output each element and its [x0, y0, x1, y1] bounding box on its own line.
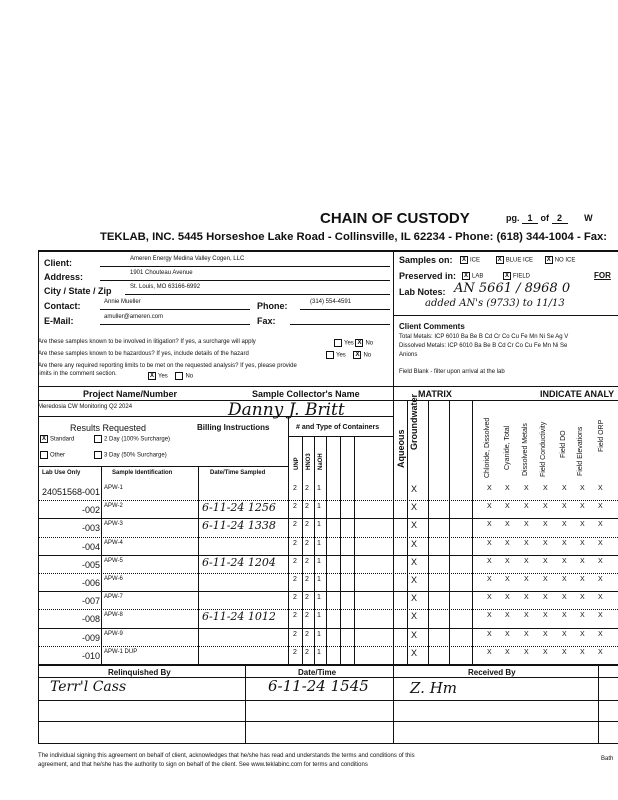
analysis-mark: X: [505, 485, 510, 492]
analysis-col-cyanide: Cyanide, Total: [504, 425, 511, 470]
analysis-mark: X: [487, 648, 492, 656]
page-total: 2: [552, 213, 568, 224]
groundwater-mark: X: [411, 611, 418, 622]
lab-use-header: Lab Use Only: [42, 470, 81, 476]
results-two-day: [94, 435, 170, 443]
container-naoh-count: 1: [317, 612, 321, 620]
analysis-mark: X: [562, 539, 567, 547]
matrix-col-groundwater: Groundwater: [409, 393, 419, 450]
analysis-mark: X: [524, 557, 529, 565]
analysis-mark: X: [580, 521, 585, 529]
sample-id-header: Sample Identification: [112, 470, 173, 476]
analysis-mark: X: [505, 539, 510, 547]
page-indicator: [506, 213, 593, 224]
relinquished-signature: Terr'l Cass: [50, 679, 127, 695]
results-header: Results Requested: [70, 423, 147, 433]
groundwater-mark: X: [411, 647, 418, 658]
ice-checkbox[interactable]: X: [461, 257, 466, 263]
lab-id-cell: -009: [81, 632, 100, 643]
email-label: E-Mail:: [44, 316, 74, 326]
analysis-mark: X: [562, 503, 567, 511]
fax-label: Fax:: [257, 316, 276, 326]
preserved-options: [462, 272, 530, 280]
analysis-mark: X: [598, 521, 603, 529]
container-unp-count: 2: [293, 630, 297, 638]
analysis-mark: X: [543, 630, 548, 638]
no-ice-checkbox[interactable]: X: [546, 257, 551, 263]
analysis-mark: X: [524, 485, 529, 492]
lab-id-cell: -003: [81, 523, 100, 534]
container-unp-count: 2: [293, 576, 297, 583]
sample-id-cell: APW-7: [104, 594, 123, 601]
groundwater-mark: X: [411, 484, 418, 494]
container-hno3-count: 2: [305, 503, 309, 511]
date-time-cell: 6-11-24 1012: [202, 610, 276, 624]
analysis-col-field-elevations: Field Elevations: [577, 426, 584, 476]
analysis-mark: X: [562, 630, 567, 638]
dissolved-metals-comment: Dissolved Metals: ICP 6010 Ba Be B Cd Cr Co Cu Fe Mn Ni Se: [399, 343, 568, 349]
field-label: FIELD: [513, 273, 531, 280]
sample-id-cell: APW-5: [104, 557, 123, 564]
collector-header: Sample Collector's Name: [252, 389, 360, 399]
city-value: St. Louis, MO 63166-6992: [130, 284, 201, 290]
analysis-mark: X: [543, 557, 548, 565]
w-mark: W: [584, 213, 593, 223]
analysis-mark: X: [524, 576, 529, 583]
lab-id-cell: -006: [81, 578, 100, 588]
analysis-mark: X: [598, 503, 603, 511]
standard-checkbox[interactable]: X: [41, 436, 46, 442]
client-comments-label: Client Comments: [399, 322, 465, 331]
no-label: No: [363, 352, 372, 359]
container-naoh-count: 1: [317, 594, 321, 602]
analysis-mark: X: [598, 576, 603, 583]
container-hno3-count: 2: [305, 539, 309, 547]
blue-ice-checkbox[interactable]: X: [497, 257, 502, 263]
analysis-mark: X: [505, 503, 510, 511]
contact-value: Annie Mueller: [104, 299, 141, 305]
analysis-mark: X: [543, 521, 548, 529]
analysis-mark: X: [487, 503, 492, 511]
billing-header: Billing Instructions: [197, 423, 270, 432]
groundwater-mark: X: [411, 593, 418, 604]
analysis-mark: X: [580, 612, 585, 620]
analysis-mark: X: [487, 485, 492, 492]
yes-label: Yes: [336, 352, 346, 359]
analysis-mark: X: [580, 557, 585, 565]
analysis-mark: X: [524, 539, 529, 547]
analysis-mark: X: [505, 648, 510, 656]
analysis-mark: X: [505, 521, 510, 529]
samples-on-label: Samples on:: [399, 255, 453, 265]
groundwater-mark: X: [411, 629, 418, 640]
container-hno3-count: 2: [305, 648, 309, 656]
analysis-mark: X: [487, 594, 492, 602]
container-unp-count: 2: [293, 485, 297, 492]
sample-id-cell: APW-1 DUP: [104, 648, 138, 655]
analysis-mark: X: [598, 630, 603, 638]
litigation-no-checkbox[interactable]: X: [357, 340, 362, 346]
litigation-answer: [334, 339, 373, 347]
lab-notes-line1: AN 5661 / 8968 0: [454, 281, 571, 296]
lab-label: LAB: [472, 273, 484, 280]
reporting-no-checkbox[interactable]: [175, 372, 183, 380]
analysis-mark: X: [487, 557, 492, 565]
two-day-checkbox[interactable]: [94, 435, 102, 443]
analysis-col-field-conductivity: Field Conductivity: [540, 421, 547, 477]
container-naoh-count: 1: [317, 539, 321, 547]
container-unp-count: 2: [293, 503, 297, 511]
contact-label: Contact:: [44, 301, 81, 311]
sample-id-cell: APW-1: [104, 485, 123, 491]
analysis-col-dissolved-metals: Dissolved Metals: [522, 423, 529, 476]
phone-value: (314) 554-4591: [310, 299, 352, 305]
analysis-mark: X: [505, 557, 510, 565]
analysis-col-chloride: Chloride, Dissolved: [484, 417, 491, 478]
analysis-mark: X: [580, 503, 585, 511]
relinquish-datetime-header: Date/Time: [298, 668, 337, 677]
sample-id-cell: APW-4: [104, 539, 123, 546]
results-three-day: [94, 451, 167, 459]
lab-address-line: TEKLAB, INC. 5445 Horseshoe Lake Road - Collinsville, IL 62234 - Phone: (618) 344-1004 - Fax:: [100, 231, 608, 243]
analysis-mark: X: [505, 594, 510, 602]
container-naoh-count: 1: [317, 576, 321, 583]
for-label: FOR: [594, 271, 611, 280]
lab-notes-line2: added AN's (9733) to 11/13: [425, 298, 565, 309]
hazardous-yes-checkbox[interactable]: [326, 351, 334, 359]
matrix-col-aqueous: Aqueous: [396, 429, 406, 468]
three-day-checkbox[interactable]: [94, 451, 102, 459]
container-unp-count: 2: [293, 594, 297, 602]
analysis-mark: X: [524, 503, 529, 511]
lab-id-cell: -002: [81, 505, 100, 516]
phone-label: Phone:: [257, 301, 288, 311]
anions-comment: Anions: [399, 352, 418, 358]
analysis-mark: X: [543, 594, 548, 602]
container-hno3-count: 2: [305, 576, 309, 583]
analysis-mark: X: [562, 485, 567, 492]
groundwater-mark: X: [411, 520, 418, 531]
groundwater-mark: X: [411, 575, 418, 585]
groundwater-mark: X: [411, 502, 418, 513]
question-litigation: Are these samples known to be involved in litigation? If yes, a surcharge will apply: [38, 339, 256, 345]
container-col-unp: UNP: [294, 457, 300, 470]
sample-id-cell: APW-9: [104, 630, 123, 637]
no-label: No: [365, 340, 374, 347]
groundwater-mark: X: [411, 538, 418, 549]
collector-signature: Danny J. Britt: [228, 400, 345, 420]
analysis-mark: X: [598, 485, 603, 492]
analysis-mark: X: [524, 612, 529, 620]
container-hno3-count: 2: [305, 612, 309, 620]
lab-id-cell: 24051568-001: [41, 487, 100, 497]
page-number: 1: [522, 213, 538, 224]
date-time-header: Date/Time Sampled: [210, 470, 266, 476]
document-title: CHAIN OF CUSTODY: [320, 210, 470, 227]
analysis-mark: X: [524, 648, 529, 656]
client-label: Client:: [44, 258, 72, 268]
analysis-mark: X: [543, 612, 548, 620]
two-day-label: 2 Day (100% Surcharge): [104, 436, 171, 443]
client-value: Ameren Energy Medina Valley Cogen, LLC: [130, 256, 245, 262]
hazardous-no-checkbox[interactable]: X: [355, 352, 360, 358]
container-naoh-count: 1: [317, 485, 321, 492]
analysis-mark: X: [580, 594, 585, 602]
blue-ice-label: BLUE ICE: [505, 257, 534, 264]
address-label: Address:: [44, 272, 84, 282]
footer-line1: The individual signing this agreement on behalf of client, acknowledges that he/she has read and understands the terms and conditions of this: [38, 753, 415, 759]
lab-notes-label: Lab Notes:: [399, 287, 446, 297]
analysis-mark: X: [580, 630, 585, 638]
analysis-mark: X: [487, 521, 492, 529]
containers-header: # and Type of Containers: [296, 424, 380, 431]
groundwater-mark: X: [411, 556, 418, 567]
container-hno3-count: 2: [305, 521, 309, 529]
reporting-yes-checkbox[interactable]: X: [149, 373, 154, 379]
pg-label: pg.: [506, 213, 520, 223]
lab-id-cell: -005: [81, 559, 100, 570]
relinquish-datetime-value: 6-11-24 1545: [268, 677, 369, 695]
analysis-mark: X: [524, 521, 529, 529]
container-naoh-count: 1: [317, 521, 321, 529]
container-naoh-count: 1: [317, 648, 321, 656]
analysis-mark: X: [543, 576, 548, 583]
lab-id-cell: -007: [81, 596, 100, 607]
lab-id-cell: -004: [81, 541, 100, 552]
sample-id-cell: APW-2: [104, 503, 123, 510]
analysis-mark: X: [598, 612, 603, 620]
analysis-mark: X: [598, 539, 603, 547]
of-label: of: [540, 213, 550, 223]
analysis-mark: X: [580, 648, 585, 656]
container-naoh-count: 1: [317, 557, 321, 565]
preserved-label: Preserved in:: [399, 271, 457, 281]
container-unp-count: 2: [293, 557, 297, 565]
container-col-hno3: HNO3: [306, 453, 312, 470]
analysis-mark: X: [524, 594, 529, 602]
container-unp-count: 2: [293, 612, 297, 620]
analysis-mark: X: [562, 557, 567, 565]
analysis-mark: X: [580, 485, 585, 492]
analysis-mark: X: [487, 576, 492, 583]
analysis-mark: X: [598, 557, 603, 565]
question-reporting-limits: Are there any required reporting limits to be met on the requested analysis? If yes, please provide: [38, 363, 297, 369]
analysis-mark: X: [505, 612, 510, 620]
question-hazardous: Are these samples known to be hazardous? If yes, include details of the hazard: [38, 351, 249, 357]
analysis-mark: X: [562, 594, 567, 602]
container-naoh-count: 1: [317, 630, 321, 638]
lab-id-cell: -008: [81, 614, 100, 625]
samples-on-options: [460, 256, 575, 264]
sample-id-cell: APW-8: [104, 612, 123, 619]
date-time-cell: 6-11-24 1204: [202, 555, 276, 569]
project-header: Project Name/Number: [83, 389, 178, 399]
container-unp-count: 2: [293, 521, 297, 529]
litigation-yes-checkbox[interactable]: [334, 339, 342, 347]
lab-checkbox[interactable]: X: [463, 273, 468, 279]
container-unp-count: 2: [293, 648, 297, 656]
analysis-mark: X: [487, 612, 492, 620]
email-value: amuller@ameren.com: [104, 314, 164, 320]
yes-label: Yes: [344, 340, 354, 347]
received-header: Received By: [468, 668, 516, 677]
analysis-mark: X: [580, 576, 585, 583]
standard-label: Standard: [50, 436, 75, 443]
date-time-cell: 6-11-24 1256: [202, 501, 276, 515]
total-metals-comment: Total Metals: ICP 6010 Ba Be B Cd Cr Co Cu Fe Mn Ni Se Ag V: [399, 334, 569, 340]
container-col-naoh: NaOH: [318, 453, 324, 470]
analysis-mark: X: [505, 576, 510, 583]
container-hno3-count: 2: [305, 630, 309, 638]
analysis-mark: X: [543, 485, 548, 492]
footer-line2: agreement, and that he/she has the authority to sign on behalf of the client. See www.teklabinc.com for terms and conditions: [38, 762, 368, 768]
analysis-mark: X: [580, 539, 585, 547]
results-other: [40, 451, 65, 459]
analysis-mark: X: [543, 539, 548, 547]
yes-label: Yes: [158, 373, 168, 380]
analysis-mark: X: [598, 648, 603, 656]
container-unp-count: 2: [293, 539, 297, 547]
hazardous-answer: [326, 351, 371, 359]
container-naoh-count: 1: [317, 503, 321, 511]
received-signature: Z. Hm: [410, 679, 457, 697]
address-value: 1901 Chouteau Avenue: [130, 270, 193, 276]
field-checkbox[interactable]: X: [505, 273, 510, 279]
footer-right: Bath: [601, 756, 614, 762]
results-standard: [40, 435, 74, 443]
analysis-mark: X: [562, 576, 567, 583]
reporting-answer: [148, 372, 193, 380]
lab-id-cell: -010: [81, 650, 100, 661]
three-day-label: 3 Day (50% Surcharge): [104, 452, 167, 459]
analysis-col-field-orp: Field ORP: [598, 419, 605, 452]
analysis-mark: X: [487, 630, 492, 638]
ice-label: ICE: [470, 257, 481, 264]
container-hno3-count: 2: [305, 594, 309, 602]
analysis-mark: X: [543, 648, 548, 656]
sample-id-cell: APW-3: [104, 521, 123, 528]
sample-id-cell: APW-6: [104, 576, 123, 582]
analysis-header: INDICATE ANALY: [540, 389, 615, 399]
analysis-mark: X: [543, 503, 548, 511]
project-value: Meredosia CW Monitoring Q2 2024: [38, 404, 133, 410]
analysis-mark: X: [487, 539, 492, 547]
other-checkbox[interactable]: [40, 451, 48, 459]
relinquished-header: Relinquished By: [108, 668, 171, 677]
analysis-mark: X: [562, 612, 567, 620]
matrix-header: MATRIX: [418, 389, 452, 399]
container-hno3-count: 2: [305, 485, 309, 492]
analysis-mark: X: [505, 630, 510, 638]
container-hno3-count: 2: [305, 557, 309, 565]
other-label: Other: [50, 452, 66, 459]
analysis-mark: X: [524, 630, 529, 638]
city-label: City / State / Zip: [44, 286, 112, 296]
date-time-cell: 6-11-24 1338: [202, 519, 276, 533]
field-blank-comment: Field Blank - filter upon arrival at the lab: [399, 369, 505, 375]
question-reporting-limits-2: limits in the comment section.: [38, 371, 117, 377]
no-ice-label: NO ICE: [554, 257, 576, 264]
analysis-mark: X: [562, 648, 567, 656]
analysis-mark: X: [598, 594, 603, 602]
no-label: No: [185, 373, 194, 380]
analysis-col-field-do: Field DO: [560, 430, 567, 458]
analysis-mark: X: [562, 521, 567, 529]
